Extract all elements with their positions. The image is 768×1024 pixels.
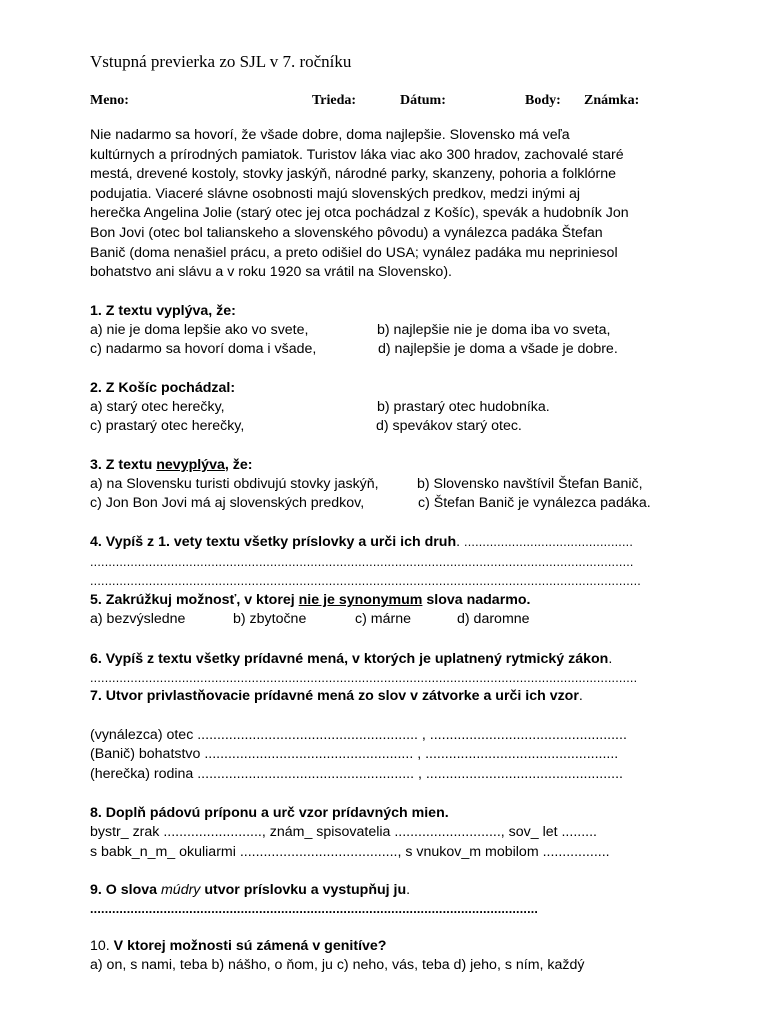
question-7-text: 7. Utvor privlastňovacie prídavné mená zo slov v zátvorke a urči ich vzor: [90, 688, 579, 704]
question-6-period: .: [608, 651, 613, 667]
passage-line: kultúrnych a prírodných pamiatok. Turistov láka viac ako 300 hradov, zachovalé staré: [90, 146, 624, 163]
question-2-option-a: a) starý otec herečky,: [90, 399, 225, 415]
grade-label: Známka:: [584, 93, 640, 108]
question-6-text: 6. Vypíš z textu všetky prídavné mená, v ktorých je uplatnený rytmický zákon: [90, 651, 609, 667]
question-8-line-1: bystr_ zrak ........................., znám_ spisovatelia ..........................., sov_ let .........: [90, 824, 597, 840]
question-8-title: 8. Doplň pádovú príponu a urč vzor prídavných mien.: [90, 805, 449, 821]
question-1-option-b: b) najlepšie nie je doma iba vo sveta,: [377, 322, 611, 338]
answer-line: .....................................................................................................................................................: [90, 671, 638, 685]
question-5-title: [90, 591, 530, 611]
question-5-title-underlined: nie je synonymum: [298, 592, 423, 608]
question-4-period: .: [456, 534, 461, 550]
question-1-title: 1. Z textu vyplýva, že:: [90, 303, 236, 319]
question-3-option-b: b) Slovensko navštívil Štefan Banič,: [417, 476, 643, 492]
question-10-number: 10.: [90, 938, 114, 954]
class-label: Trieda:: [312, 93, 357, 108]
question-9-title-end: utvor príslovku a vystupňuj ju: [200, 882, 407, 898]
answer-line: ..............................................: [464, 535, 634, 549]
passage-line: Bon Jovi (otec bol talianskeho a slovenského pôvodu) a vynálezca padáka Štefan: [90, 224, 603, 241]
question-3-option-a: a) na Slovensku turisti obdivujú stovky jaskýň,: [90, 476, 379, 492]
question-5-title-end: slova nadarmo.: [422, 592, 531, 608]
question-5-option-b: b) zbytočne: [233, 611, 307, 627]
question-3-title-start: 3. Z textu: [90, 457, 157, 473]
question-5-option-a: a) bezvýsledne: [90, 611, 186, 627]
question-7-line-2: (Banič) bohatstvo ..................................................... , .................................................: [90, 746, 619, 762]
passage-line: Banič (doma nenašiel prácu, a preto odišiel do USA; vynález padáka mu nepriniesol: [90, 244, 618, 261]
question-5-option-d: d) daromne: [457, 611, 530, 627]
question-2-title: 2. Z Košíc pochádzal:: [90, 380, 236, 396]
name-label: Meno:: [90, 93, 129, 108]
question-8-line-2: s babk_n_m_ okuliarmi ........................................, s vnukov_m mobilom .................: [90, 844, 610, 860]
passage-line: herečka Angelina Jolie (starý otec jej otca pochádzal z Košíc), spevák a hudobník Jon: [90, 205, 629, 222]
question-2-option-d: d) spevákov starý otec.: [376, 418, 522, 434]
answer-line: ......................................................................................................................................................: [90, 574, 641, 588]
question-4-text: 4. Vypíš z 1. vety textu všetky príslovky a urči ich druh: [90, 534, 457, 550]
question-2-option-b: b) prastarý otec hudobníka.: [377, 399, 550, 415]
question-1-option-c: c) nadarmo sa hovorí doma i všade,: [90, 341, 317, 357]
passage-line: Nie nadarmo sa hovorí, že všade dobre, doma najlepšie. Slovensko má veľa: [90, 127, 570, 143]
question-2-option-c: c) prastarý otec herečky,: [90, 418, 245, 434]
question-9-title-word: múdry: [160, 882, 201, 898]
page-title: Vstupná previerka zo SJL v 7. ročníku: [90, 52, 352, 71]
question-7-title: [90, 687, 583, 707]
question-1-option-d: d) najlepšie je doma a všade je dobre.: [378, 341, 618, 357]
question-1-option-a: a) nie je doma lepšie ako vo svete,: [90, 322, 309, 338]
passage-line: mestá, drevené kostoly, stovky jaskýň, národné parky, skanzeny, pohoria a folklórne: [90, 166, 616, 183]
question-3-option-c: c) Jon Bon Jovi má aj slovenských predkov,: [90, 495, 365, 511]
question-10-options: a) on, s nami, teba b) nášho, o ňom, ju c) neho, vás, teba d) jeho, s ním, každý: [90, 957, 585, 973]
question-3-title-end: , že:: [224, 457, 253, 473]
question-10-text: V ktorej možnosti sú zámená v genitíve?: [113, 938, 387, 954]
question-7-period: .: [578, 688, 583, 704]
question-7-line-3: (herečka) rodina ....................................................... , ..................................................: [90, 766, 623, 782]
question-5-option-c: c) márne: [355, 611, 411, 627]
question-5-title-start: 5. Zakrúžkuj možnosť, v ktorej: [90, 592, 299, 608]
question-4-title: [90, 533, 633, 553]
question-6-title: [90, 650, 612, 670]
question-3-title-underlined: nevyplýva: [156, 457, 225, 473]
passage-line: bohatstvo ani slávu a v roku 1920 sa vrátil na Slovensko).: [90, 264, 452, 281]
passage-line: podujatia. Viaceré slávne osobnosti majú slovenských predkov, medzi inými aj: [90, 185, 580, 202]
date-label: Dátum:: [400, 93, 446, 108]
question-7-line-1: (vynálezca) otec ........................................................ , ..................................................: [90, 727, 627, 743]
reading-passage: [90, 126, 690, 283]
question-9-title: [90, 881, 410, 901]
answer-line: ..........................................................................................................................: [90, 902, 539, 916]
points-label: Body:: [525, 93, 561, 108]
answer-line: ....................................................................................................................................................: [90, 555, 634, 569]
question-9-title-start: 9. O slova: [90, 882, 161, 898]
question-9-period: .: [406, 882, 411, 898]
question-3-option-d: c) Štefan Banič je vynálezca padáka.: [418, 495, 651, 511]
question-10-title: [90, 937, 386, 957]
question-3-title: [90, 456, 252, 476]
